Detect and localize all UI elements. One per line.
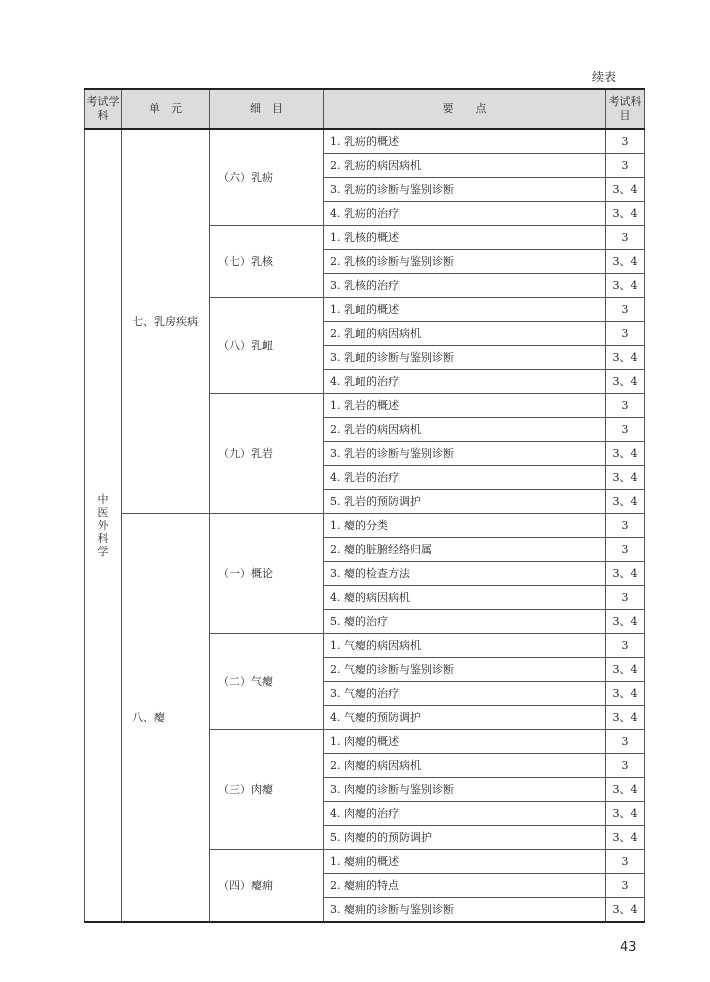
point-cell: 4. 肉瘿的治疗 <box>324 802 606 826</box>
level-cell: 3、4 <box>606 202 645 226</box>
detail-cell: （九）乳岩 <box>210 394 324 514</box>
level-cell: 3、4 <box>606 610 645 634</box>
point-cell: 2. 乳疬的病因病机 <box>324 154 606 178</box>
point-cell: 3. 肉瘿的诊断与鉴别诊断 <box>324 778 606 802</box>
point-cell: 3. 瘿痈的诊断与鉴别诊断 <box>324 898 606 923</box>
level-cell: 3 <box>606 226 645 250</box>
level-cell: 3、4 <box>606 370 645 394</box>
point-cell: 4. 乳岩的治疗 <box>324 466 606 490</box>
point-cell: 3. 气瘿的治疗 <box>324 682 606 706</box>
level-cell: 3 <box>606 514 645 538</box>
point-cell: 1. 肉瘿的概述 <box>324 730 606 754</box>
level-cell: 3 <box>606 586 645 610</box>
point-cell: 3. 乳疬的诊断与鉴别诊断 <box>324 178 606 202</box>
level-cell: 3、4 <box>606 802 645 826</box>
level-cell: 3、4 <box>606 178 645 202</box>
level-cell: 3、4 <box>606 826 645 850</box>
level-cell: 3 <box>606 129 645 154</box>
point-cell: 4. 瘿的病因病机 <box>324 586 606 610</box>
level-cell: 3、4 <box>606 250 645 274</box>
point-cell: 2. 瘿的脏腑经络归属 <box>324 538 606 562</box>
page-number: 43 <box>620 940 637 955</box>
point-cell: 1. 乳衄的概述 <box>324 298 606 322</box>
level-cell: 3 <box>606 754 645 778</box>
detail-cell: （六）乳疬 <box>210 129 324 226</box>
point-cell: 3. 瘿的检查方法 <box>324 562 606 586</box>
level-cell: 3 <box>606 154 645 178</box>
level-cell: 3、4 <box>606 490 645 514</box>
point-cell: 4. 气瘿的预防调护 <box>324 706 606 730</box>
point-cell: 5. 乳岩的预防调护 <box>324 490 606 514</box>
subject-cell <box>85 129 122 922</box>
point-cell: 1. 瘿的分类 <box>324 514 606 538</box>
point-cell: 5. 瘿的治疗 <box>324 610 606 634</box>
level-cell: 3、4 <box>606 706 645 730</box>
table-header-row <box>85 89 645 129</box>
syllabus-table <box>84 88 645 923</box>
continued-label: 续表 <box>592 70 617 84</box>
point-cell: 2. 气瘿的诊断与鉴别诊断 <box>324 658 606 682</box>
point-cell: 2. 瘿痈的特点 <box>324 874 606 898</box>
level-cell: 3、4 <box>606 442 645 466</box>
point-cell: 1. 乳核的概述 <box>324 226 606 250</box>
detail-cell: （二）气瘿 <box>210 634 324 730</box>
point-cell: 2. 乳核的诊断与鉴别诊断 <box>324 250 606 274</box>
level-cell: 3、4 <box>606 658 645 682</box>
point-cell: 3. 乳衄的诊断与鉴别诊断 <box>324 346 606 370</box>
table-body <box>85 129 645 922</box>
level-cell: 3、4 <box>606 682 645 706</box>
level-cell: 3 <box>606 850 645 874</box>
detail-cell: （三）肉瘿 <box>210 730 324 850</box>
detail-cell: （七）乳核 <box>210 226 324 298</box>
point-cell: 4. 乳衄的治疗 <box>324 370 606 394</box>
level-cell: 3、4 <box>606 466 645 490</box>
detail-cell: （一）概论 <box>210 514 324 634</box>
table-row <box>85 514 645 538</box>
level-cell: 3、4 <box>606 562 645 586</box>
level-cell: 3、4 <box>606 778 645 802</box>
point-cell: 3. 乳核的治疗 <box>324 274 606 298</box>
point-cell: 5. 肉瘿的的预防调护 <box>324 826 606 850</box>
point-cell: 3. 乳岩的诊断与鉴别诊断 <box>324 442 606 466</box>
subject-name: 中医外科学 <box>97 492 109 558</box>
point-cell: 4. 乳疬的治疗 <box>324 202 606 226</box>
level-cell: 3 <box>606 730 645 754</box>
header-point: 要 点 <box>324 89 606 129</box>
point-cell: 2. 乳岩的病因病机 <box>324 418 606 442</box>
table-row <box>85 129 645 154</box>
detail-cell: （八）乳衄 <box>210 298 324 394</box>
unit-cell: 八、瘿 <box>122 514 210 923</box>
point-cell: 1. 乳岩的概述 <box>324 394 606 418</box>
point-cell: 2. 肉瘿的病因病机 <box>324 754 606 778</box>
header-unit: 单 元 <box>122 89 210 129</box>
level-cell: 3 <box>606 322 645 346</box>
level-cell: 3 <box>606 298 645 322</box>
level-cell: 3、4 <box>606 346 645 370</box>
level-cell: 3、4 <box>606 898 645 923</box>
header-level: 考试科目 <box>606 89 645 129</box>
level-cell: 3、4 <box>606 274 645 298</box>
point-cell: 1. 乳疬的概述 <box>324 129 606 154</box>
level-cell: 3 <box>606 634 645 658</box>
level-cell: 3 <box>606 394 645 418</box>
point-cell: 2. 乳衄的病因病机 <box>324 322 606 346</box>
point-cell: 1. 瘿痈的概述 <box>324 850 606 874</box>
detail-cell: （四）瘿痈 <box>210 850 324 923</box>
level-cell: 3 <box>606 874 645 898</box>
header-detail: 细 目 <box>210 89 324 129</box>
unit-cell: 七、乳房疾病 <box>122 129 210 514</box>
header-subject: 考试学科 <box>85 89 122 129</box>
level-cell: 3 <box>606 418 645 442</box>
level-cell: 3 <box>606 538 645 562</box>
point-cell: 1. 气瘿的病因病机 <box>324 634 606 658</box>
